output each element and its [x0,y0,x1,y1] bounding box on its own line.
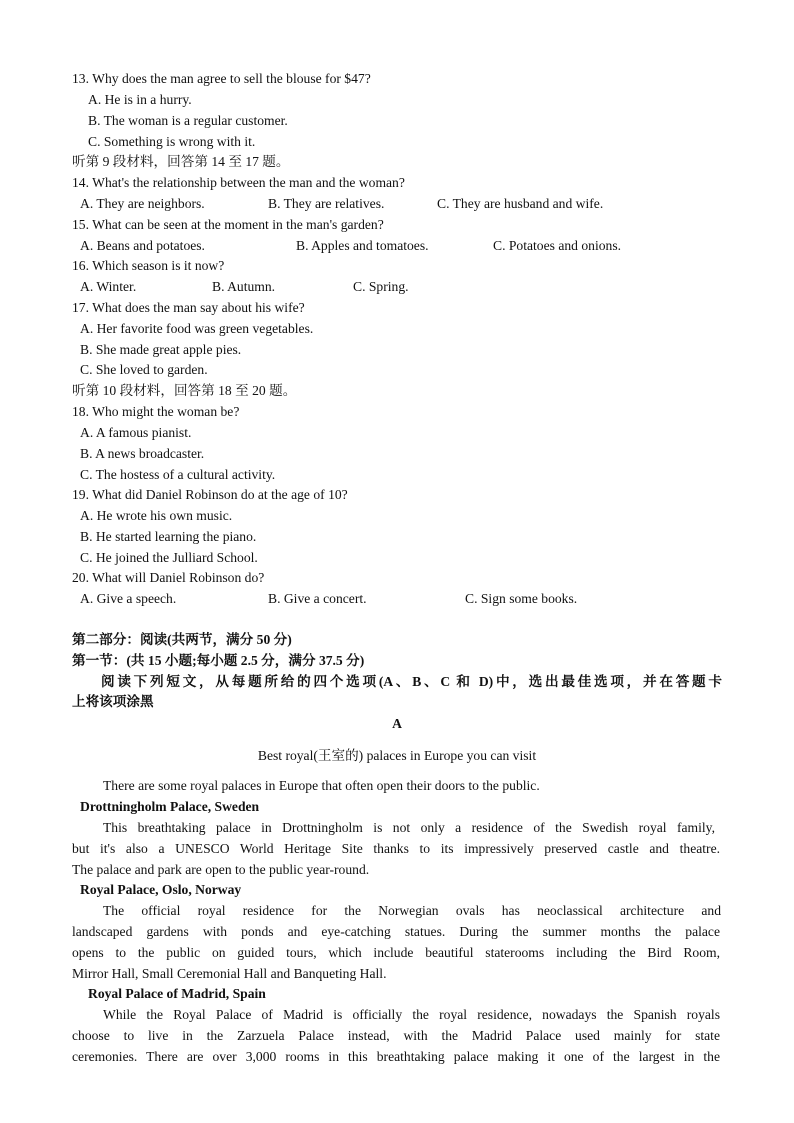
q16-option-c: C. Spring. [353,279,409,294]
passage-letter: A [392,716,402,731]
q15-option-b: B. Apples and tomatoes. [296,238,429,253]
q19-option-c: C. He joined the Julliard School. [80,550,258,565]
question-17: 17. What does the man say about his wife? [72,300,305,315]
question-15: 15. What can be seen at the moment in the man's garden? [72,217,384,232]
reading-instruction-line-1: 阅读下列短文，从每题所给的四个选项(A、B、C 和 D)中，选出最佳选项，并在答题卡 [101,674,722,689]
palace3-text-line-3: ceremonies. There are over 3,000 rooms in this breathtaking palace making it one of the largest in the [72,1049,720,1064]
q14-option-a: A. They are neighbors. [80,196,205,211]
q13-option-a: A. He is in a hurry. [88,92,192,107]
q14-option-c: C. They are husband and wife. [437,196,604,211]
palace1-text-line-3: The palace and park are open to the public year-round. [72,862,370,877]
q16-option-b: B. Autumn. [212,279,276,294]
palace1-text-line-1: This breathtaking palace in Drottningholm is not only a residence of the Swedish royal family, [103,820,715,835]
q13-option-c: C. Something is wrong with it. [88,134,256,149]
q18-option-c: C. The hostess of a cultural activity. [80,467,276,482]
passage-intro: There are some royal palaces in Europe that often open their doors to the public. [103,778,540,793]
q18-option-a: A. A famous pianist. [80,425,192,440]
question-20: 20. What will Daniel Robinson do? [72,570,265,585]
palace3-text-line-2: choose to live in the Zarzuela Palace instead, with the Madrid Palace used mainly for state [72,1028,720,1043]
q19-option-b: B. He started learning the piano. [80,529,257,544]
q20-option-c: C. Sign some books. [465,591,578,606]
palace3-text-line-1: While the Royal Palace of Madrid is officially the royal residence, nowadays the Spanish royals [103,1007,720,1022]
palace2-text-line-2: landscaped gardens with ponds and eye-catching statues. During the summer months the palace [72,924,720,939]
q16-option-a: A. Winter. [80,279,137,294]
q14-option-b: B. They are relatives. [268,196,385,211]
question-18: 18. Who might the woman be? [72,404,240,419]
palace-heading-madrid: Royal Palace of Madrid, Spain [88,986,266,1001]
passage-title: Best royal(王室的) palaces in Europe you can visit [257,748,537,763]
q17-option-c: C. She loved to garden. [80,362,208,377]
section-10-instruction: 听第 10 段材料，回答第 18 至 20 题。 [72,383,297,398]
palace-heading-oslo: Royal Palace, Oslo, Norway [80,882,242,897]
palace2-text-line-4: Mirror Hall, Small Ceremonial Hall and Banqueting Hall. [72,966,387,981]
section-one-heading: 第一节：(共 15 小题;每小题 2.5 分，满分 37.5 分) [72,653,365,668]
q20-option-a: A. Give a speech. [80,591,177,606]
q15-option-c: C. Potatoes and onions. [493,238,622,253]
part-two-heading: 第二部分：阅读(共两节，满分 50 分) [72,632,292,647]
q19-option-a: A. He wrote his own music. [80,508,233,523]
question-16: 16. Which season is it now? [72,258,225,273]
reading-instruction-line-2: 上将该项涂黑 [72,694,154,709]
question-14: 14. What's the relationship between the man and the woman? [72,175,405,190]
palace-heading-drottningholm: Drottningholm Palace, Sweden [80,799,260,814]
q17-option-b: B. She made great apple pies. [80,342,242,357]
question-19: 19. What did Daniel Robinson do at the age of 10? [72,487,348,502]
q17-option-a: A. Her favorite food was green vegetables. [80,321,314,336]
q13-option-b: B. The woman is a regular customer. [88,113,288,128]
palace1-text-line-2: but it's also a UNESCO World Heritage Site thanks to its impressively preserved castle and theatre. [72,841,720,856]
q15-option-a: A. Beans and potatoes. [80,238,205,253]
section-9-instruction: 听第 9 段材料，回答第 14 至 17 题。 [72,154,290,169]
q18-option-b: B. A news broadcaster. [80,446,205,461]
q20-option-b: B. Give a concert. [268,591,367,606]
palace2-text-line-3: opens to the public on guided tours, which include beautiful staterooms including the Bird Room, [72,945,720,960]
palace2-text-line-1: The official royal residence for the Norwegian ovals has neoclassical architecture and [103,903,721,918]
question-13: 13. Why does the man agree to sell the blouse for $47? [72,71,371,86]
